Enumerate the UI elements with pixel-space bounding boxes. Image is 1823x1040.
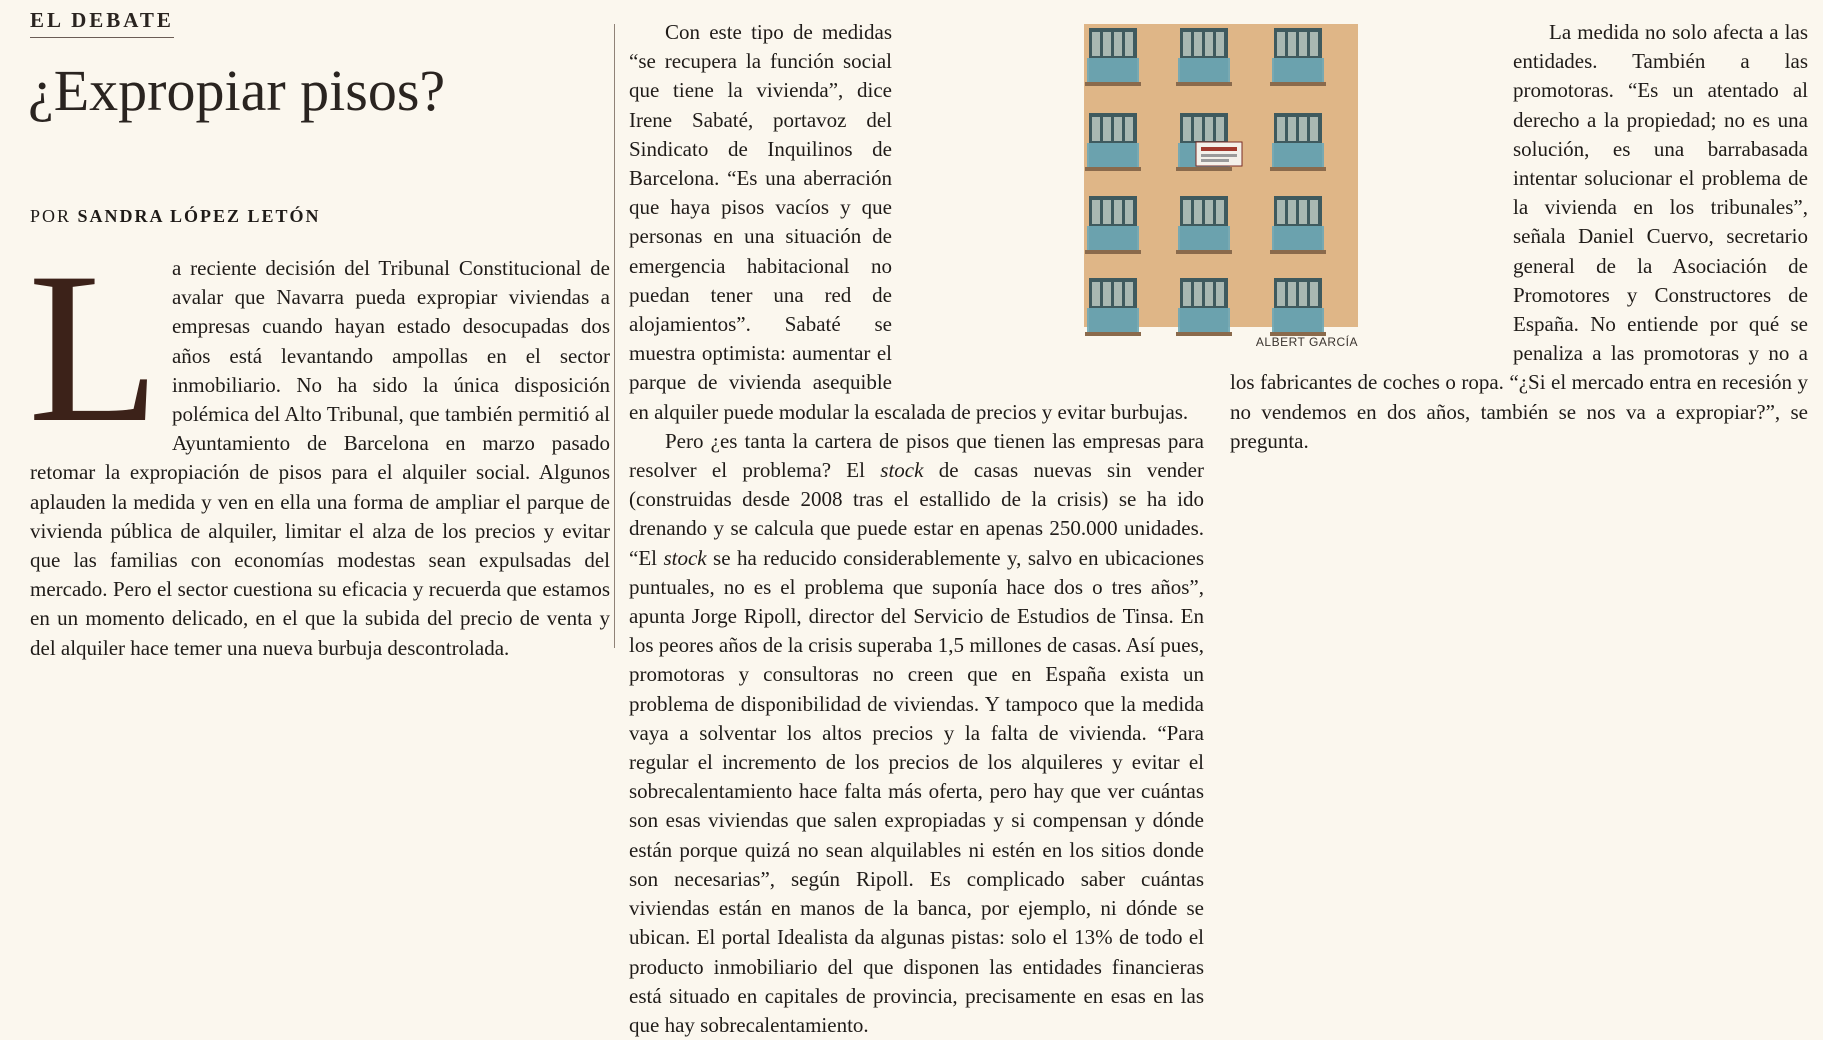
window-ledge xyxy=(1176,167,1232,171)
window-pane xyxy=(1277,282,1285,306)
section-tag: EL DEBATE xyxy=(30,8,174,38)
window-pane xyxy=(1183,117,1191,141)
window-pane xyxy=(1114,200,1122,224)
window-pane xyxy=(1205,282,1213,306)
window-pane xyxy=(1216,117,1224,141)
window-pane xyxy=(1194,32,1202,56)
window-pane xyxy=(1299,282,1307,306)
building-facade-image xyxy=(1084,24,1358,327)
window-pane xyxy=(1092,32,1100,56)
window-pane xyxy=(1277,117,1285,141)
paragraph-2: Con este tipo de medidas “se recupera la función social que tiene la vivienda”, dice Irene Sabaté, portavoz del Sindicato de Inquilinos de Barcelona. “Es una aberración que haya pisos vacíos y que personas en una situación de emergencia habitacional no puedan tener una red de alojamientos”. Sabaté se muestra optimista: aumentar el parque de vivienda asequible en alquiler puede modular la escalada de precios y evitar burbujas. xyxy=(629,20,1189,424)
glass-balcony xyxy=(1087,226,1139,250)
window-pane xyxy=(1125,117,1133,141)
window-pane xyxy=(1125,32,1133,56)
window-pane xyxy=(1299,32,1307,56)
window-pane xyxy=(1288,117,1296,141)
window-pane xyxy=(1299,117,1307,141)
window-pane xyxy=(1103,32,1111,56)
headline: ¿Expropiar pisos? xyxy=(28,58,446,123)
window-pane xyxy=(1288,200,1296,224)
window-pane xyxy=(1310,200,1318,224)
glass-balcony xyxy=(1272,226,1324,250)
window-ledge xyxy=(1176,82,1232,86)
window-pane xyxy=(1183,282,1191,306)
window-pane xyxy=(1114,32,1122,56)
paragraph-3-start: Pero ¿es tanta la cartera de pisos que tienen las empresas para resolver el problema? El stock de casas nuevas sin vender (construidas desde 2008 tras el estallido de la crisis) se ha ido drenando y se calcula que puede estar en apenas 250.000 unidades. “El stock se ha reducido considerablemente y, salvo en ubicaciones puntuales, no es el problema que suponía hace dos o tres años”, apunta Jorge Ripoll, director del Servicio de Estudios de Tinsa. En los peores años de la crisis superaba 1,5 millones de casas. Así pues, promotoras y consultoras no creen que en España exista un problema de disponibilidad de viviendas. Y tampoco que la medida vaya a solventar los altos precios y la falta de vivienda. “Para regular el incremento de los precios de los alquileres y evitar el sobrecalentamiento hace falta más oferta, pero hay que ver cuántas son esas viviendas que salen expropiadas y si compensan y dónde están porque quizá no sean alquilables ni estén en los sitios donde son necesarias”, según Ripoll. Es complicado saber cuántas viviendas están en manos de la banca, por ejemplo, ni dónde se ubican. El portal Idealista da algunas pistas: solo el 13% de todo el producto inmobiliario del que disponen las entidades financieras está situado en capitales de provincia, precisamente en esas en las que hay sobrecalentamiento. xyxy=(629,428,1205,1037)
window-pane xyxy=(1103,282,1111,306)
window-pane xyxy=(1114,117,1122,141)
window-pane xyxy=(1205,200,1213,224)
glass-balcony xyxy=(1087,58,1139,82)
window-pane xyxy=(1277,32,1285,56)
glass-balcony xyxy=(1272,58,1324,82)
window-pane xyxy=(1205,32,1213,56)
window-pane xyxy=(1288,32,1296,56)
window-ledge xyxy=(1085,82,1141,86)
window-ledge xyxy=(1085,167,1141,171)
window-pane xyxy=(1277,200,1285,224)
window-pane xyxy=(1183,32,1191,56)
glass-balcony xyxy=(1272,143,1324,167)
window-pane xyxy=(1125,200,1133,224)
window-ledge xyxy=(1270,250,1326,254)
window-pane xyxy=(1310,282,1318,306)
window-pane xyxy=(1092,117,1100,141)
window-pane xyxy=(1103,200,1111,224)
byline-prefix: POR xyxy=(30,206,72,226)
byline-author: SANDRA LÓPEZ LETÓN xyxy=(77,206,321,226)
stock-term: stock xyxy=(663,545,707,570)
window-pane xyxy=(1183,200,1191,224)
window-pane xyxy=(1216,282,1224,306)
window-pane xyxy=(1092,200,1100,224)
glass-balcony xyxy=(1087,308,1139,332)
building-photo xyxy=(1084,24,1358,327)
window-pane xyxy=(1114,282,1122,306)
window-pane xyxy=(1216,200,1224,224)
window-pane xyxy=(1299,200,1307,224)
window-pane xyxy=(1288,282,1296,306)
window-pane xyxy=(1103,117,1111,141)
paragraph-1: a reciente decisión del Tribunal Constitucional de avalar que Navarra pueda expropiar viviendas a empresas cuando hayan estado desocupadas dos años está levantando ampollas en el sector inmobiliario. No ha sido la única disposición polémica del Alto Tribunal, que también permitió al Ayuntamiento de Barcelona en marzo pasado retomar la expropiación de pisos para el alquiler social. Algunos aplauden la medida y ven en ella una forma de ampliar el parque de vivienda pública de alquiler, limitar el alza de los precios y evitar que las familias con economías modestas sean expulsadas del mercado. Pero el sector cuestiona su eficacia y recuerda que estamos en un momento delicado, en el que la subida del precio de venta y del alquiler hace temer una nueva burbuja descontrolada. xyxy=(30,256,610,660)
window-ledge xyxy=(1176,250,1232,254)
window-pane xyxy=(1194,200,1202,224)
window-ledge xyxy=(1085,250,1141,254)
window-ledge xyxy=(1270,167,1326,171)
window-pane xyxy=(1092,282,1100,306)
window-pane xyxy=(1194,282,1202,306)
glass-balcony xyxy=(1178,308,1230,332)
window-pane xyxy=(1194,117,1202,141)
window-ledge xyxy=(1270,82,1326,86)
byline xyxy=(30,206,321,227)
window-pane xyxy=(1216,32,1224,56)
window-pane xyxy=(1310,117,1318,141)
paragraph-4: La medida no solo afecta a las entidades. También a las promotoras. “Es un atentado al derecho a la propiedad; no es una solución, es una barrabasada intentar solucionar el problema de la vivienda en los tribunales”, señala Daniel Cuervo, secretario general de la Asociación de Promotores y Constructores de España. No entiende por qué se penaliza a las promotoras y no a los fabricantes de coches o ropa. “¿Si el mercado entra en recesión y no vendemos en dos años, también se nos va a expropiar?”, se pregunta. xyxy=(1230,20,1808,453)
column-divider xyxy=(614,24,615,648)
window-pane xyxy=(1205,117,1213,141)
glass-balcony xyxy=(1178,58,1230,82)
glass-balcony xyxy=(1272,308,1324,332)
photo-credit: ALBERT GARCÍA xyxy=(1255,335,1358,349)
glass-balcony xyxy=(1087,143,1139,167)
window-pane xyxy=(1125,282,1133,306)
stock-term: stock xyxy=(880,458,924,483)
article-column-1 xyxy=(28,228,610,694)
window-pane xyxy=(1310,32,1318,56)
glass-balcony xyxy=(1178,226,1230,250)
drop-cap: L xyxy=(28,228,160,467)
